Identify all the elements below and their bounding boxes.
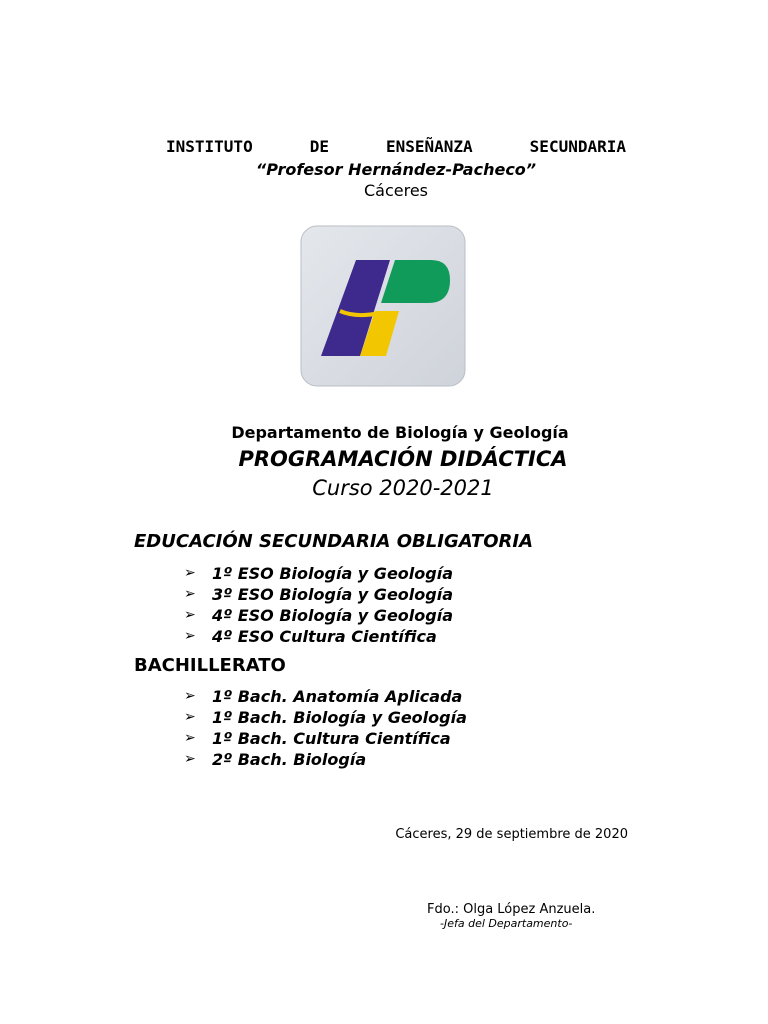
institute-word: ENSEÑANZA: [385, 137, 473, 156]
course-year: Curso 2020-2021: [312, 476, 494, 500]
list-item: [184, 563, 453, 584]
arrow-bullet-icon: ➢: [184, 751, 196, 767]
date-line: Cáceres, 29 de septiembre de 2020: [395, 827, 628, 842]
arrow-bullet-icon: ➢: [184, 565, 196, 581]
eso-subject-list: [184, 563, 453, 647]
subject-label: 3º ESO Biología y Geología: [212, 585, 453, 604]
subject-label: 4º ESO Biología y Geología: [212, 606, 453, 625]
arrow-bullet-icon: ➢: [184, 628, 196, 644]
arrow-bullet-icon: ➢: [184, 688, 196, 704]
subject-label: 2º Bach. Biología: [212, 750, 367, 769]
school-logo-icon: [300, 225, 466, 387]
department-name: Departamento de Biología y Geología: [231, 423, 569, 442]
institute-word: DE: [309, 137, 329, 156]
list-item: [184, 728, 467, 749]
bachillerato-subject-list: [184, 686, 467, 770]
institute-subtitle: “Profesor Hernández-Pacheco”: [255, 160, 537, 179]
arrow-bullet-icon: ➢: [184, 730, 196, 746]
arrow-bullet-icon: ➢: [184, 709, 196, 725]
subject-label: 4º ESO Cultura Científica: [212, 627, 437, 646]
list-item: [184, 686, 467, 707]
list-item: [184, 605, 453, 626]
program-title: PROGRAMACIÓN DIDÁCTICA: [238, 447, 568, 471]
institute-word: SECUNDARIA: [529, 137, 626, 156]
subject-label: 1º ESO Biología y Geología: [212, 564, 453, 583]
subject-label: 1º Bach. Cultura Científica: [212, 729, 451, 748]
list-item: [184, 626, 453, 647]
institute-city: Cáceres: [363, 181, 429, 200]
institute-name: [166, 137, 626, 156]
list-item: [184, 749, 467, 770]
subject-label: 1º Bach. Biología y Geología: [212, 708, 467, 727]
list-item: [184, 584, 453, 605]
list-item: [184, 707, 467, 728]
subject-label: 1º Bach. Anatomía Aplicada: [212, 687, 463, 706]
arrow-bullet-icon: ➢: [184, 586, 196, 602]
signature-line: Fdo.: Olga López Anzuela.: [427, 902, 596, 917]
eso-heading: EDUCACIÓN SECUNDARIA OBLIGATORIA: [134, 531, 533, 552]
arrow-bullet-icon: ➢: [184, 607, 196, 623]
signatory-role: -Jefa del Departamento-: [440, 917, 573, 930]
bachillerato-heading: BACHILLERATO: [134, 655, 286, 676]
institute-word: INSTITUTO: [166, 137, 253, 156]
